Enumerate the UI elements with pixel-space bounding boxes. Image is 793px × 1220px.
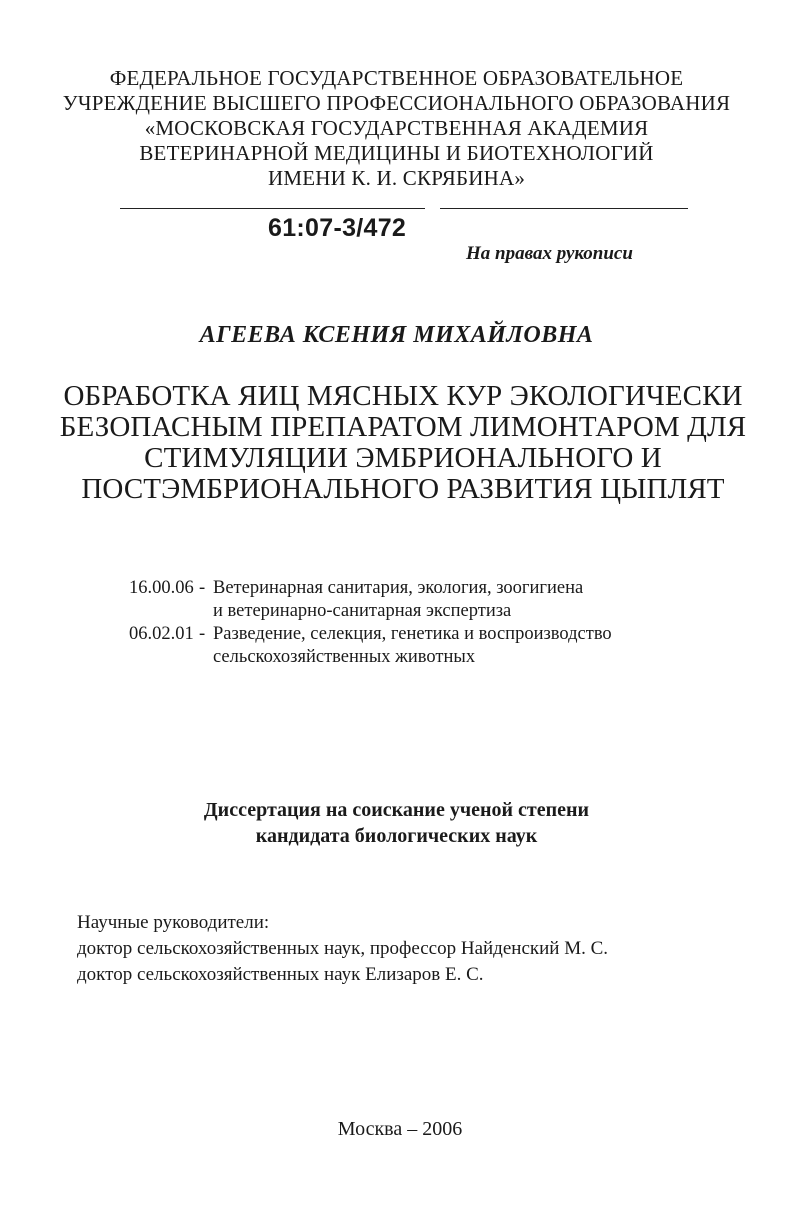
institution-line: ФЕДЕРАЛЬНОЕ ГОСУДАРСТВЕННОЕ ОБРАЗОВАТЕЛЬНОЕ: [109, 66, 684, 90]
institution-line: ВЕТЕРИНАРНОЙ МЕДИЦИНЫ И БИОТЕХНОЛОГИЙ: [139, 141, 654, 165]
specialty-name-continued: и ветеринарно-санитарная экспертиза: [213, 601, 512, 621]
specialty-code: 16.00.06: [129, 578, 194, 598]
supervisors-heading: Научные руководители:: [77, 912, 270, 933]
specialty-item: [129, 623, 612, 669]
author-name: АГЕЕВА КСЕНИЯ МИХАЙЛОВНА: [199, 322, 594, 348]
title-line: ПОСТЭМБРИОНАЛЬНОГО РАЗВИТИЯ ЦЫПЛЯТ: [81, 473, 725, 505]
specialty-item: [129, 577, 612, 623]
divider-line-left: [120, 208, 425, 209]
supervisors-block: [77, 910, 608, 988]
supervisor-line: доктор сельскохозяйственных наук, профессор Найденский М. С.: [77, 938, 609, 959]
supervisor-line: доктор сельскохозяйственных наук Елизаров Е. С.: [77, 964, 484, 985]
specialty-name: Разведение, селекция, генетика и воспроизводство: [213, 624, 612, 644]
specialty-name-continued: сельскохозяйственных животных: [213, 647, 476, 667]
institution-line: «МОСКОВСКАЯ ГОСУДАРСТВЕННАЯ АКАДЕМИЯ: [144, 116, 649, 140]
specialty-separator: -: [199, 624, 206, 644]
library-call-number: 61:07-3/472: [268, 214, 407, 242]
degree-statement: [0, 797, 793, 849]
specialty-code: 06.02.01: [129, 624, 194, 644]
institution-line: УЧРЕЖДЕНИЕ ВЫСШЕГО ПРОФЕССИОНАЛЬНОГО ОБРАЗОВАНИЯ: [62, 91, 731, 115]
city-year: Москва – 2006: [337, 1118, 463, 1140]
title-line: ОБРАБОТКА ЯИЦ МЯСНЫХ КУР ЭКОЛОГИЧЕСКИ: [63, 380, 743, 412]
manuscript-rights-note: На правах рукописи: [466, 243, 633, 264]
dissertation-title: [0, 381, 793, 505]
specialty-name: Ветеринарная санитария, экология, зоогигиена: [213, 578, 584, 598]
title-line: БЕЗОПАСНЫМ ПРЕПАРАТОМ ЛИМОНТАРОМ ДЛЯ: [59, 411, 747, 443]
degree-line: Диссертация на соискание ученой степени: [203, 799, 590, 821]
institution-line: ИМЕНИ К. И. СКРЯБИНА»: [267, 166, 526, 190]
divider-line-right: [440, 208, 688, 209]
specialties-list: [129, 577, 612, 669]
institution-name: [0, 66, 793, 191]
degree-line: кандидата биологических наук: [255, 825, 538, 847]
specialty-separator: -: [199, 578, 206, 598]
title-line: СТИМУЛЯЦИИ ЭМБРИОНАЛЬНОГО И: [144, 442, 662, 474]
